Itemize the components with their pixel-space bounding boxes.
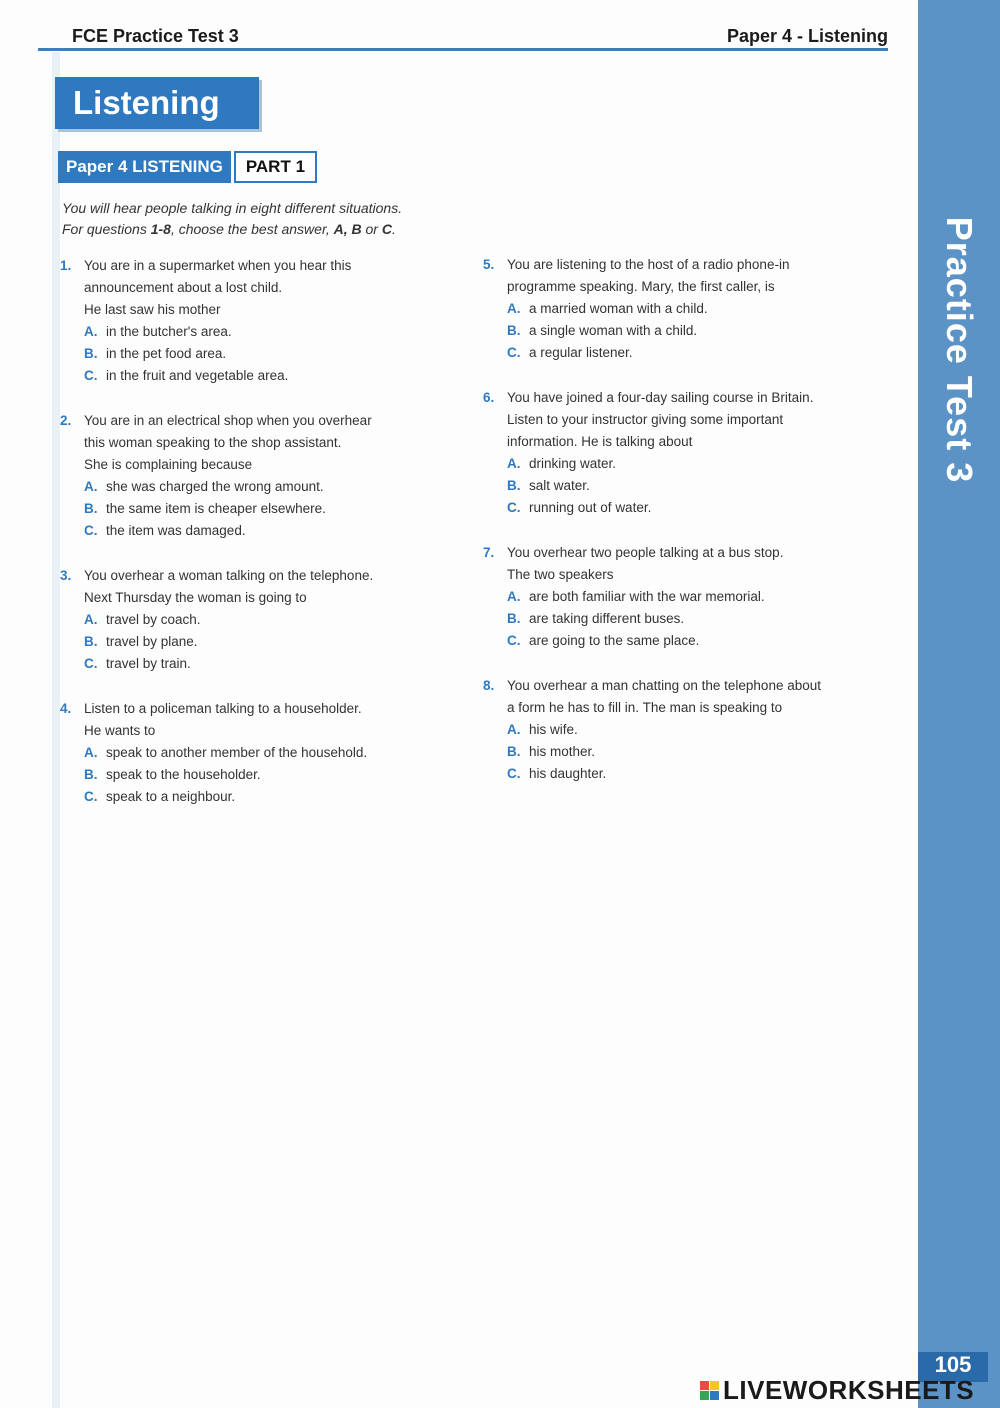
answer-option[interactable] bbox=[60, 742, 440, 764]
questions-column-right bbox=[483, 254, 868, 808]
option-text: in the fruit and vegetable area. bbox=[106, 368, 289, 383]
question-stem-row bbox=[483, 542, 868, 564]
question-stem-text: Listen to a policeman talking to a householder. bbox=[84, 701, 362, 716]
question-number: 1. bbox=[60, 258, 72, 273]
question-stem-text: Listen to your instructor giving some important bbox=[507, 412, 784, 427]
answer-option[interactable] bbox=[60, 764, 440, 786]
question-item bbox=[60, 255, 440, 387]
option-text: the same item is cheaper elsewhere. bbox=[106, 501, 326, 516]
question-stem-text: You are in a supermarket when you hear this bbox=[84, 258, 352, 273]
answer-option[interactable] bbox=[483, 342, 868, 364]
instr-options: A, B bbox=[333, 221, 362, 237]
option-text: she was charged the wrong amount. bbox=[106, 479, 324, 494]
option-letter: C. bbox=[84, 368, 98, 383]
left-margin-band bbox=[52, 52, 60, 1408]
instructions-line-2 bbox=[62, 219, 482, 240]
question-stem-text: Next Thursday the woman is going to bbox=[84, 590, 307, 605]
option-letter: A. bbox=[84, 745, 98, 760]
instr-text: . bbox=[391, 221, 396, 237]
option-text: speak to the householder. bbox=[106, 767, 261, 782]
option-letter: B. bbox=[507, 611, 521, 626]
answer-option[interactable] bbox=[483, 741, 868, 763]
question-stem-row bbox=[60, 698, 440, 720]
option-letter: C. bbox=[507, 633, 521, 648]
question-stem-text: You have joined a four-day sailing course in Britain. bbox=[507, 390, 814, 405]
question-item bbox=[60, 698, 440, 808]
answer-option[interactable] bbox=[483, 320, 868, 342]
question-item bbox=[483, 675, 868, 785]
option-letter: A. bbox=[507, 301, 521, 316]
answer-option[interactable] bbox=[60, 343, 440, 365]
question-stem-text: programme speaking. Mary, the first caller, is bbox=[507, 279, 775, 294]
answer-option[interactable] bbox=[483, 475, 868, 497]
paper-bar bbox=[58, 151, 317, 183]
question-stem-text: The two speakers bbox=[507, 567, 614, 582]
option-text: his daughter. bbox=[529, 766, 607, 781]
option-text: running out of water. bbox=[529, 500, 652, 515]
answer-option[interactable] bbox=[60, 631, 440, 653]
question-stem-row bbox=[60, 410, 440, 432]
questions-column-left bbox=[60, 255, 440, 831]
option-text: a regular listener. bbox=[529, 345, 633, 360]
question-item bbox=[483, 254, 868, 364]
option-letter: B. bbox=[507, 478, 521, 493]
answer-option[interactable] bbox=[60, 520, 440, 542]
instr-option-c: C bbox=[381, 221, 392, 237]
question-stem-text: You overhear a woman talking on the telephone. bbox=[84, 568, 374, 583]
option-text: travel by plane. bbox=[106, 634, 198, 649]
question-number: 6. bbox=[483, 390, 495, 405]
question-stem-text: a form he has to fill in. The man is speaking to bbox=[507, 700, 783, 715]
option-text: salt water. bbox=[529, 478, 590, 493]
option-letter: B. bbox=[84, 634, 98, 649]
option-text: travel by train. bbox=[106, 656, 191, 671]
question-stem-text: He last saw his mother bbox=[84, 302, 221, 317]
option-letter: A. bbox=[507, 589, 521, 604]
option-letter: C. bbox=[507, 766, 521, 781]
option-letter: B. bbox=[84, 346, 98, 361]
section-title-box bbox=[55, 77, 259, 129]
option-text: a single woman with a child. bbox=[529, 323, 698, 338]
option-letter: C. bbox=[84, 656, 98, 671]
instr-text: or bbox=[361, 221, 382, 237]
option-letter: B. bbox=[84, 767, 98, 782]
option-text: are taking different buses. bbox=[529, 611, 685, 626]
option-letter: A. bbox=[84, 479, 98, 494]
question-stem-row bbox=[483, 387, 868, 409]
option-letter: A. bbox=[84, 612, 98, 627]
answer-option[interactable] bbox=[483, 453, 868, 475]
question-item bbox=[483, 387, 868, 519]
instr-text: For questions bbox=[62, 221, 151, 237]
answer-option[interactable] bbox=[483, 586, 868, 608]
option-text: are going to the same place. bbox=[529, 633, 700, 648]
header-paper-title: Paper 4 - Listening bbox=[726, 26, 888, 46]
paper-label: Paper 4 LISTENING bbox=[58, 151, 231, 183]
answer-option[interactable] bbox=[483, 630, 868, 652]
answer-option[interactable] bbox=[60, 321, 440, 343]
option-text: speak to another member of the household. bbox=[106, 745, 368, 760]
option-letter: B. bbox=[84, 501, 98, 516]
question-stem-text: You overhear two people talking at a bus stop. bbox=[507, 545, 784, 560]
logo-grid-icon bbox=[700, 1381, 719, 1400]
question-stem-row bbox=[483, 675, 868, 697]
question-stem-text: She is complaining because bbox=[84, 457, 253, 472]
option-text: speak to a neighbour. bbox=[106, 789, 236, 804]
instructions-line-1: You will hear people talking in eight different situations. bbox=[62, 200, 403, 216]
question-stem-text: You are in an electrical shop when you overhear bbox=[84, 413, 372, 428]
answer-option[interactable] bbox=[60, 476, 440, 498]
option-letter: B. bbox=[507, 323, 521, 338]
option-text: are both familiar with the war memorial. bbox=[529, 589, 765, 604]
header-divider bbox=[38, 48, 888, 51]
instr-range: 1-8 bbox=[150, 221, 171, 237]
question-number: 5. bbox=[483, 257, 495, 272]
option-letter: C. bbox=[84, 523, 98, 538]
answer-option[interactable] bbox=[60, 786, 440, 808]
answer-option[interactable] bbox=[483, 298, 868, 320]
answer-option[interactable] bbox=[483, 763, 868, 785]
question-stem-text: information. He is talking about bbox=[507, 434, 693, 449]
question-item bbox=[483, 542, 868, 652]
option-letter: C. bbox=[507, 345, 521, 360]
answer-option[interactable] bbox=[483, 497, 868, 519]
option-letter: A. bbox=[507, 456, 521, 471]
answer-option[interactable] bbox=[60, 365, 440, 387]
question-stem-text: You are listening to the host of a radio phone-in bbox=[507, 257, 790, 272]
answer-option[interactable] bbox=[60, 498, 440, 520]
question-stem-row bbox=[60, 565, 440, 587]
instr-text: , choose the best answer, bbox=[170, 221, 334, 237]
option-letter: A. bbox=[84, 324, 98, 339]
option-text: in the pet food area. bbox=[106, 346, 227, 361]
option-letter: B. bbox=[507, 744, 521, 759]
question-item bbox=[60, 410, 440, 542]
option-text: a married woman with a child. bbox=[529, 301, 708, 316]
option-text: drinking water. bbox=[529, 456, 617, 471]
question-stem-text: He wants to bbox=[84, 723, 156, 738]
question-item bbox=[60, 565, 440, 675]
side-tab-label: Practice Test 3 bbox=[939, 216, 981, 484]
answer-option[interactable] bbox=[60, 609, 440, 631]
question-number: 4. bbox=[60, 701, 72, 716]
instructions bbox=[62, 198, 482, 240]
question-stem-text: this woman speaking to the shop assistant. bbox=[84, 435, 342, 450]
part-label: PART 1 bbox=[234, 151, 317, 183]
option-text: his wife. bbox=[529, 722, 578, 737]
option-text: the item was damaged. bbox=[106, 523, 246, 538]
question-number: 3. bbox=[60, 568, 72, 583]
side-tab bbox=[918, 205, 1000, 495]
option-letter: C. bbox=[507, 500, 521, 515]
question-stem-row bbox=[60, 255, 440, 277]
answer-option[interactable] bbox=[60, 653, 440, 675]
answer-option[interactable] bbox=[483, 608, 868, 630]
question-number: 8. bbox=[483, 678, 495, 693]
option-text: in the butcher's area. bbox=[106, 324, 232, 339]
option-letter: C. bbox=[84, 789, 98, 804]
option-letter: A. bbox=[507, 722, 521, 737]
header-test-title: FCE Practice Test 3 bbox=[72, 26, 239, 46]
logo-text: LIVEWORKSHEETS bbox=[723, 1374, 975, 1405]
option-text: his mother. bbox=[529, 744, 596, 759]
option-text: travel by coach. bbox=[106, 612, 201, 627]
question-number: 7. bbox=[483, 545, 495, 560]
question-number: 2. bbox=[60, 413, 72, 428]
question-stem-text: announcement about a lost child. bbox=[84, 280, 283, 295]
answer-option[interactable] bbox=[483, 719, 868, 741]
question-stem-row bbox=[483, 254, 868, 276]
section-title: Listening bbox=[73, 84, 220, 121]
question-stem-text: You overhear a man chatting on the telephone about bbox=[507, 678, 821, 693]
page-number: 105 bbox=[918, 1352, 988, 1382]
liveworksheets-logo[interactable] bbox=[700, 1376, 974, 1404]
